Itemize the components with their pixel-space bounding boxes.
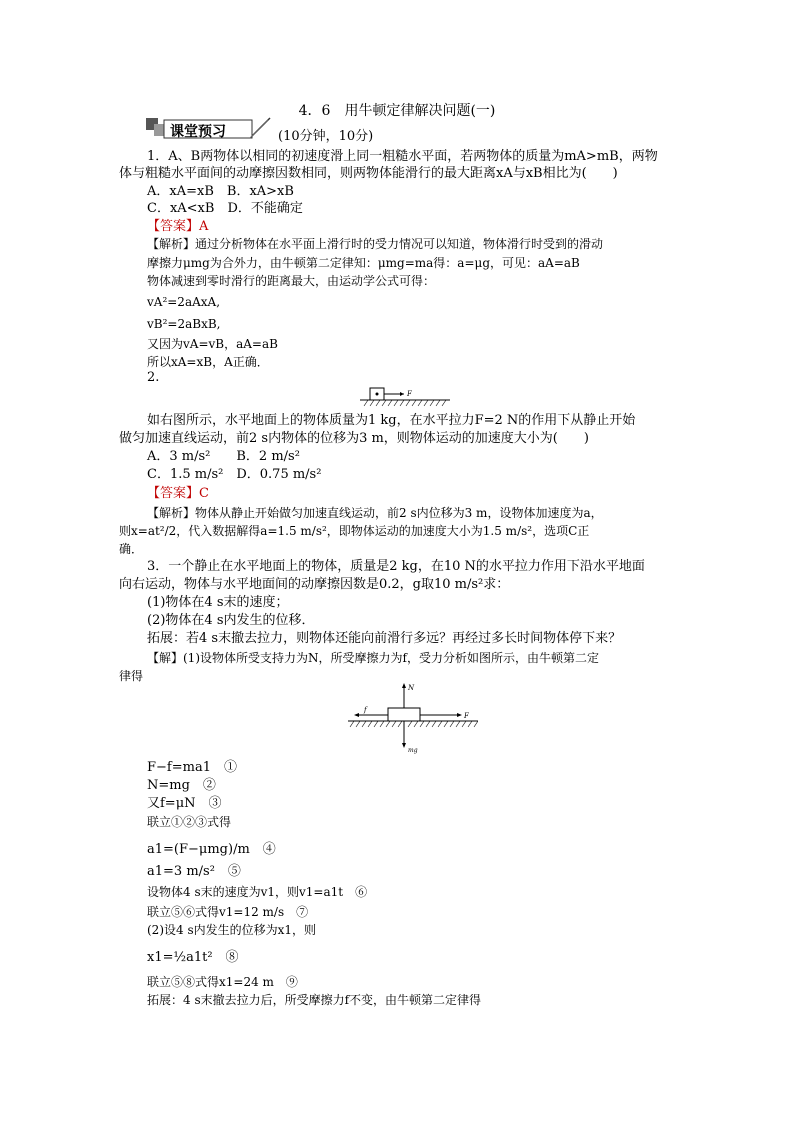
q2-figure bbox=[360, 384, 450, 410]
q2-option-ab: A．3 m/s² B．2 m/s² bbox=[147, 449, 300, 464]
q1-option-ab: A．xA=xB B．xA>xB bbox=[147, 184, 294, 199]
page-title: 4．6 用牛顿定律解决问题(一) bbox=[298, 103, 496, 119]
eq-6: 设物体4 s末的速度为v1，则v1=a1t ⑥ bbox=[147, 885, 368, 899]
section-label: 课堂预习 bbox=[170, 124, 226, 140]
friction-label: f bbox=[364, 706, 367, 714]
eq-7: 联立⑤⑥式得v1=12 m/s ⑦ bbox=[147, 905, 309, 919]
q1-eq-a: vA²=2aAxA, bbox=[147, 295, 221, 309]
q1-line-1: 1．A、B两物体以相同的初速度滑上同一粗糙水平面，若两物体的质量为mA>mB，两物 bbox=[147, 149, 658, 164]
section-time: (10分钟，10分) bbox=[278, 129, 374, 144]
q3-line-2: 向右运动，物体与水平地面间的动摩擦因数是0.2，g取10 m/s²求： bbox=[119, 577, 510, 592]
eq-2: N=mg ② bbox=[147, 778, 216, 793]
q1-analysis-2: 摩擦力μmg为合外力，由牛顿第二定律知：μmg=ma得：a=μg，可见：aA=aB bbox=[147, 256, 580, 270]
q1-eq-b: vB²=2aBxB, bbox=[147, 317, 221, 331]
q3-line-1: 3．一个静止在水平地面上的物体，质量是2 kg，在10 N的水平拉力作用下沿水平地面 bbox=[147, 559, 645, 574]
pull-force-label: F bbox=[464, 712, 469, 720]
q1-answer: 【答案】A bbox=[147, 219, 209, 234]
q1-analysis-1: 【解析】通过分析物体在水平面上滑行时的受力情况可以知道，物体滑行时受到的滑动 bbox=[147, 237, 604, 251]
q1-analysis-3: 物体减速到零时滑行的距离最大，由运动学公式可得： bbox=[147, 274, 436, 288]
q2-line-2: 做匀加速直线运动，前2 s内物体的位移为3 m，则物体运动的加速度大小为( ) bbox=[119, 431, 589, 446]
section-badge bbox=[146, 116, 274, 140]
q1-line-2: 体与粗糙水平面间的动摩擦因数相同，则两物体能滑行的最大距离xA与xB相比为( ) bbox=[119, 166, 618, 181]
eq-8: x1=½a1t² ⑧ bbox=[147, 950, 239, 965]
extension-solution: 拓展：4 s末撤去拉力后，所受摩擦力f不变，由牛顿第二定律得 bbox=[147, 993, 482, 1007]
q3-extension: 拓展：若4 s末撤去拉力，则物体还能向前滑行多远？再经过多长时间物体停下来？ bbox=[147, 631, 622, 646]
q2-number: 2. bbox=[147, 370, 160, 385]
q2-answer: 【答案】C bbox=[147, 486, 209, 501]
q2-force-label: F bbox=[407, 390, 412, 398]
combine-1: 联立①②③式得 bbox=[147, 815, 232, 829]
eq-5: a1=3 m/s² ⑤ bbox=[147, 864, 241, 879]
q3-sub-2: (2)物体在4 s内发生的位移． bbox=[147, 613, 315, 628]
normal-force-label: N bbox=[408, 684, 415, 692]
q1-option-cd: C．xA<xB D．不能确定 bbox=[147, 201, 303, 216]
q3-solution-2: 律得 bbox=[119, 669, 144, 683]
eq-3: 又f=μN ③ bbox=[147, 796, 222, 811]
q3-sub-1: (1)物体在4 s末的速度； bbox=[147, 595, 289, 610]
q2-option-cd: C．1.5 m/s² D．0.75 m/s² bbox=[147, 467, 322, 482]
q2-analysis-2: 则x=at²/2，代入数据解得a=1.5 m/s²，即物体运动的加速度大小为1.5 m/s²，选项C正 bbox=[119, 524, 590, 538]
gravity-label: mg bbox=[408, 747, 418, 754]
q3-solution-1: 【解】(1)设物体所受支持力为N，所受摩擦力为f，受力分析如图所示，由牛顿第二定 bbox=[147, 651, 599, 665]
q1-eq-c: 又因为vA=vB，aA=aB bbox=[147, 337, 278, 351]
part-2: (2)设4 s内发生的位移为x1，则 bbox=[147, 923, 317, 937]
q1-conclusion: 所以xA=xB，A正确． bbox=[147, 355, 269, 369]
eq-4: a1=(F−μmg)/m ④ bbox=[147, 842, 276, 857]
eq-1: F−f=ma1 ① bbox=[147, 760, 237, 775]
q3-force-diagram bbox=[348, 680, 478, 756]
q2-line-1: 如右图所示，水平地面上的物体质量为1 kg，在水平拉力F=2 N的作用下从静止开始 bbox=[147, 413, 636, 428]
q2-analysis-1: 【解析】物体从静止开始做匀加速直线运动，前2 s内位移为3 m，设物体加速度为a， bbox=[147, 506, 603, 520]
eq-9: 联立⑤⑧式得x1=24 m ⑨ bbox=[147, 975, 298, 989]
q2-analysis-3: 确． bbox=[119, 542, 144, 556]
